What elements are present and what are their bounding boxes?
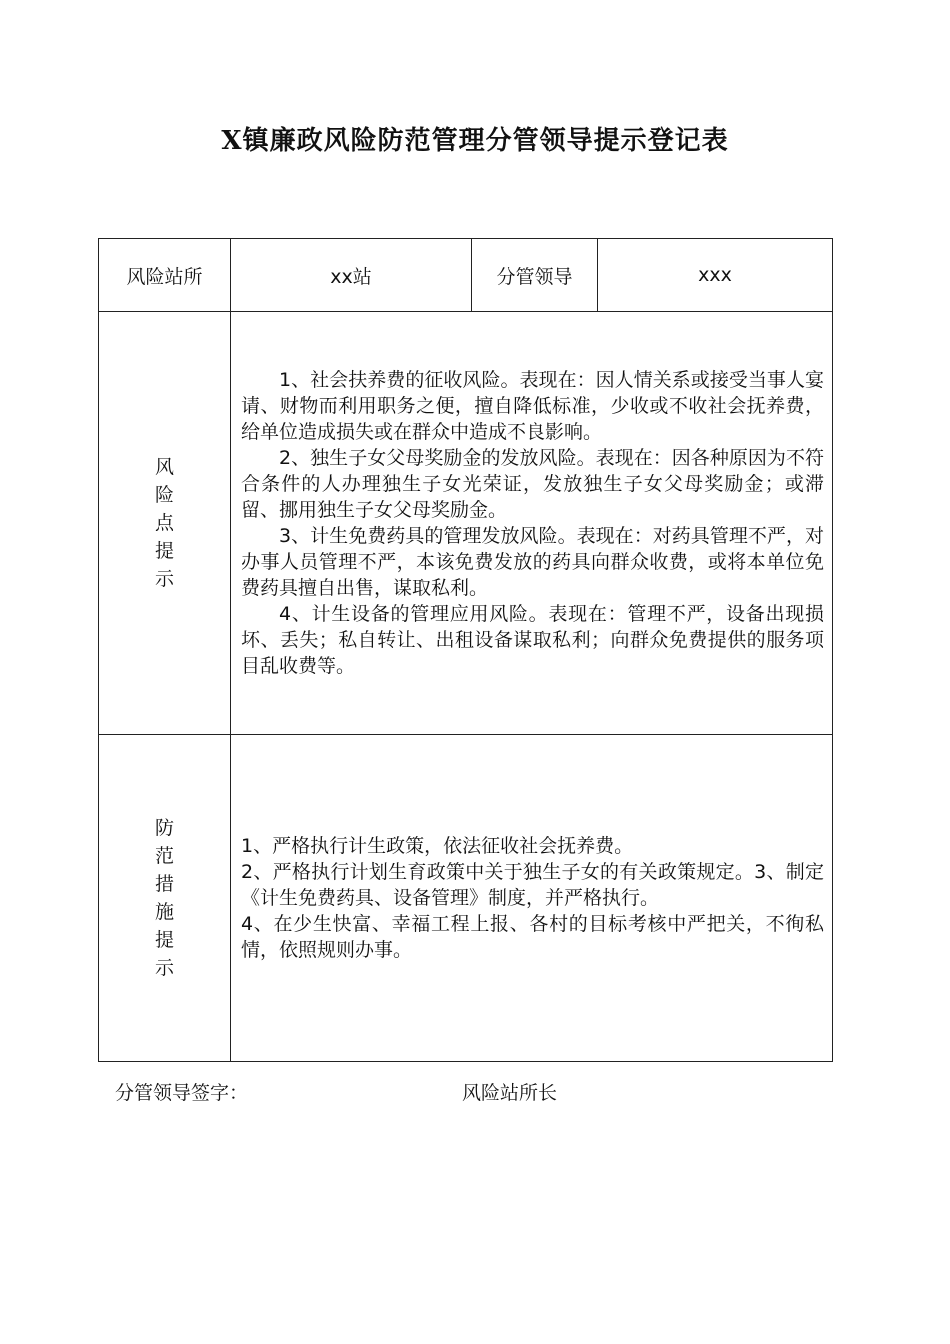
risk-row: [99, 312, 833, 735]
risk-item: 4、计生设备的管理应用风险。表现在：管理不严，设备出现损坏、丢失；私自转让、出租设备谋取私利；向群众免费提供的服务项目乱收费等。: [241, 603, 824, 677]
risk-item: 3、计生免费药具的管理发放风险。表现在：对药具管理不严，对办事人员管理不严，本该免费发放的药具向群众收费，或将本单位免费药具擅自出售，谋取私利。: [241, 525, 824, 599]
risk-item: 2、独生子女父母奖励金的发放风险。表现在：因各种原因为不符合条件的人办理独生子女光荣证，发放独生子女父母奖励金；或滞留、挪用独生子女父母奖励金。: [241, 447, 824, 521]
risk-item: 1、社会扶养费的征收风险。表现在：因人情关系或接受当事人宴请、财物而利用职务之便，擅自降低标准，少收或不收社会抚养费，给单位造成损失或在群众中造成不良影响。: [241, 369, 824, 443]
station-label: 风险站所: [99, 239, 231, 312]
leader-value: xxx: [598, 239, 833, 312]
leader-label: 分管领导: [472, 239, 598, 312]
register-table: [98, 238, 833, 1062]
document-title: X镇廉政风险防范管理分管领导提示登记表: [221, 126, 729, 156]
measure-item: 2、严格执行计划生育政策中关于独生子女的有关政策规定。3、制定《计生免费药具、设备管理》制度，并严格执行。: [241, 861, 824, 909]
header-row: [99, 239, 833, 312]
risk-label: 风险点提示: [154, 456, 174, 590]
leader-signature-label: 分管领导签字：: [115, 1082, 249, 1104]
measures-row: [99, 735, 833, 1062]
risk-content: [231, 312, 833, 735]
station-value: xx站: [231, 239, 472, 312]
measure-item: 1、严格执行计生政策，依法征收社会抚养费。: [241, 835, 634, 857]
station-head-label: 风险站所长: [462, 1082, 558, 1104]
measures-label: 防范措施提示: [154, 817, 174, 979]
measures-label-cell: [99, 735, 231, 1062]
measure-item: 4、在少生快富、幸福工程上报、各村的目标考核中严把关，不徇私情，依照规则办事。: [241, 913, 824, 961]
risk-label-cell: [99, 312, 231, 735]
measures-content: [231, 735, 833, 1062]
